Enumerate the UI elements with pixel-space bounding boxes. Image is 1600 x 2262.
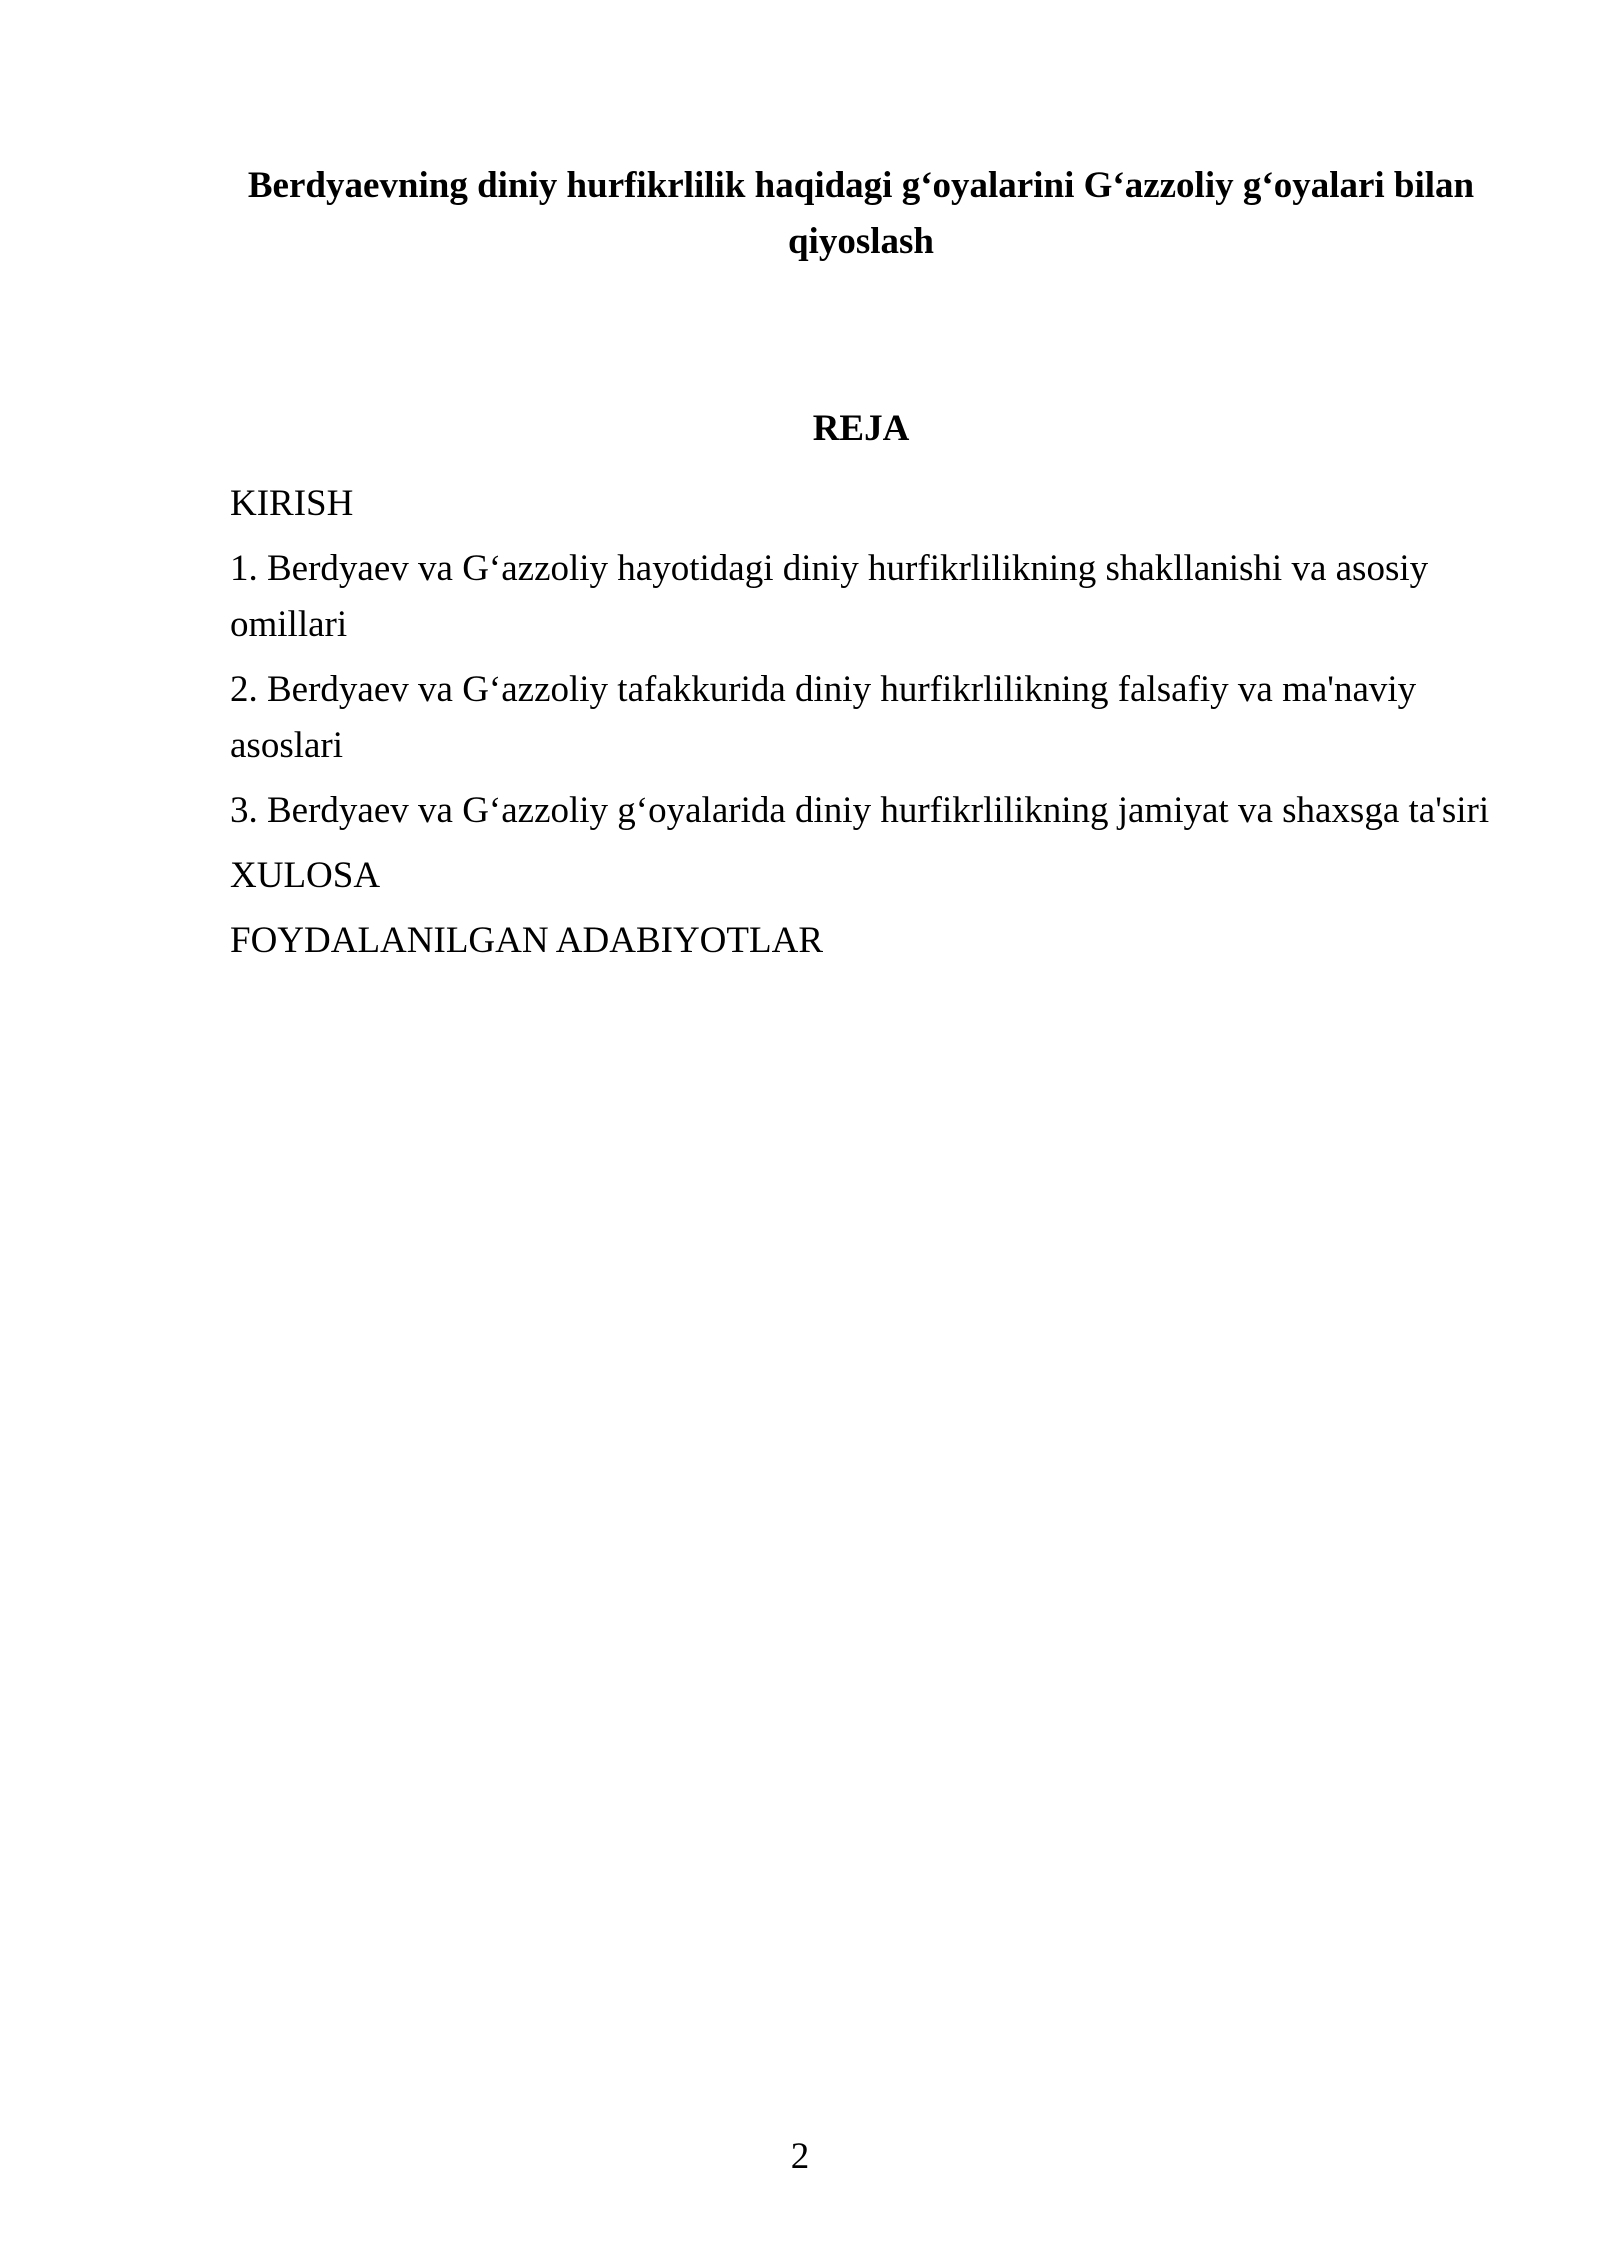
plan-item-section-2: 2. Berdyaev va G‘azzoliy tafakkurida diniy hurfikrlilikning falsafiy va ma'naviy asoslari [230,669,1417,766]
document-title: Berdyaevning diniy hurfikrlilik haqidagi g‘oyalarini G‘azzoliy g‘oyalari bilan qiyoslash [247,165,1475,262]
plan-item-section-1: 1. Berdyaev va G‘azzoliy hayotidagi diniy hurfikrlilikning shakllanishi va asosiy omillari [230,548,1429,645]
page-number: 2 [790,2136,810,2177]
plan-item-section-3: 3. Berdyaev va G‘azzoliy g‘oyalarida diniy hurfikrlilikning jamiyat va shaxsga ta'siri [230,790,1490,831]
plan-list [230,476,1492,978]
plan-heading: REJA [812,408,910,449]
plan-item-references: FOYDALANILGAN ADABIYOTLAR [230,920,823,961]
plan-item-conclusion: XULOSA [230,855,381,896]
plan-item-introduction: KIRISH [230,483,354,524]
